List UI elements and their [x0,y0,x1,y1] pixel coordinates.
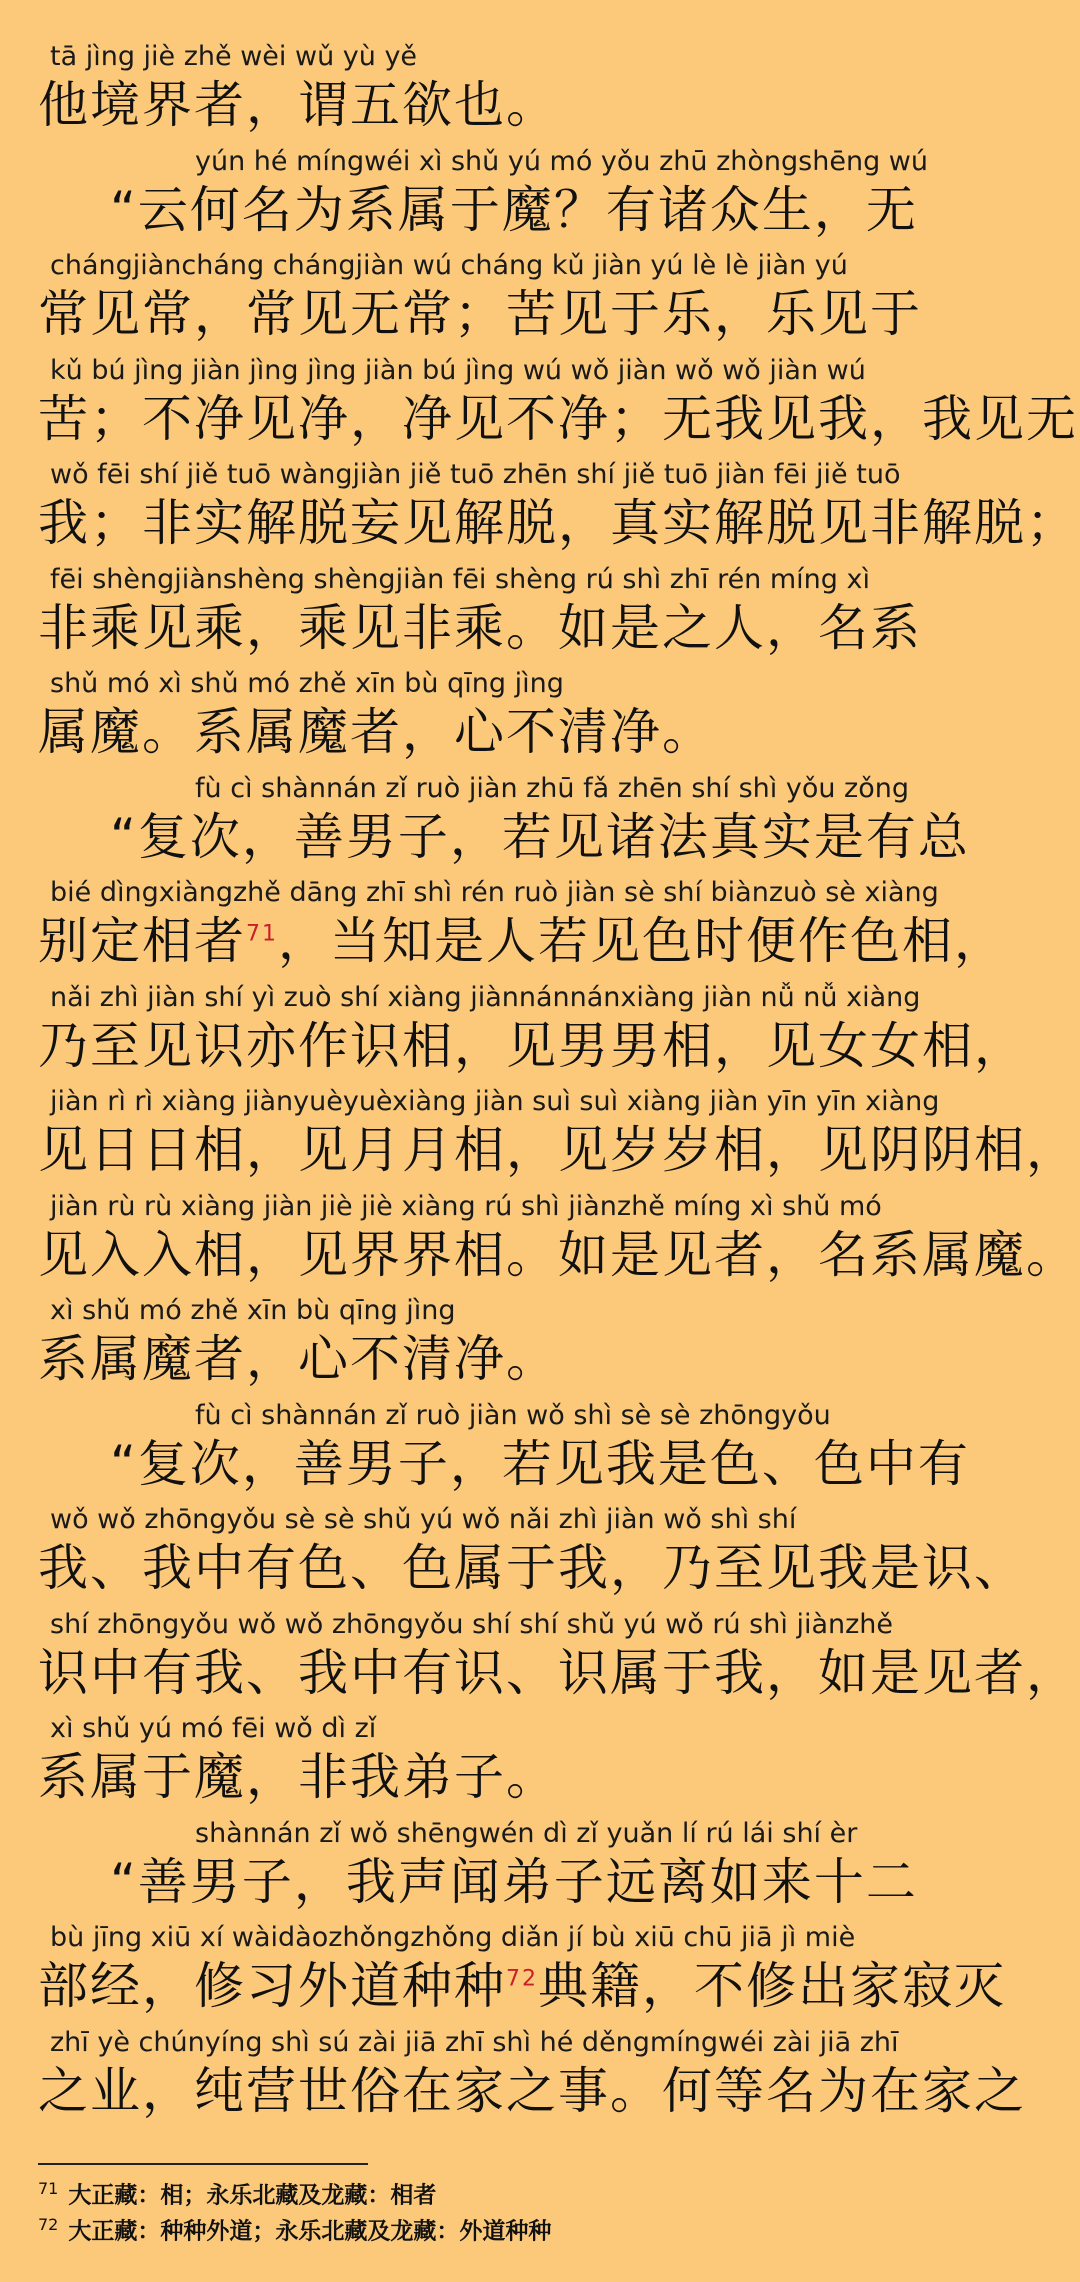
footnote-number: 72 [38,2215,59,2234]
pinyin-line: yún hé míngwéi xì shǔ yú mó yǒu zhū zhòngshēng wú [195,145,928,177]
pinyin-line: xì shǔ mó zhě xīn bù qīng jìng [50,1295,456,1326]
pinyin-line: shànnán zǐ wǒ shēngwén dì zǐ yuǎn lí rú lái shí èr [195,1817,858,1849]
hanzi-line: 我、我中有色、色属于我，乃至见我是识、 [38,1539,1026,1597]
footnote-divider [38,2163,368,2165]
hanzi-line: 我；非实解脱妄见解脱，真实解脱见非解脱； [38,494,1078,552]
pinyin-line: fù cì shànnán zǐ ruò jiàn zhū fǎ zhēn shí shì yǒu zǒng [195,772,909,804]
hanzi-line: 常见常，常见无常；苦见于乐，乐见于 [38,285,922,343]
hanzi-line: 系属魔者，心不清净。 [38,1330,558,1388]
footnote-number: 71 [38,2179,59,2198]
pinyin-line: wǒ fēi shí jiě tuō wàngjiàn jiě tuō zhēn shí jiě tuō jiàn fēi jiě tuō [50,459,901,490]
hanzi-line: “善男子，我声闻弟子远离如来十二 [110,1852,918,1911]
hanzi-line: 部经，修习外道种种$^{72}$典籍，不修出家寂灭 [38,1957,1006,2015]
pinyin-line: nǎi zhì jiàn shí yì zuò shí xiàng jiànnánnánxiàng jiàn nǚ nǚ xiàng [50,981,921,1013]
hanzi-line: “复次，善男子，若见我是色、色中有 [110,1434,970,1493]
hanzi-line: “云何名为系属于魔？有诸众生，无 [110,180,918,239]
footnote-71 [38,2172,436,2213]
hanzi-line: 别定相者$^{71}$，当知是人若见色时便作色相， [38,912,1006,970]
pinyin-line: bié dìngxiàngzhě dāng zhī shì rén ruò jiàn sè shí biànzuò sè xiàng [50,877,939,908]
footnote-72 [38,2208,551,2249]
footnote-text: 大正藏：种种外道；永乐北藏及龙藏：外道种种 [68,2218,552,2245]
hanzi-line: 见日日相，见月月相，见岁岁相，见阴阴相， [38,1121,1078,1179]
pinyin-line: kǔ bú jìng jiàn jìng jìng jiàn bú jìng wú wǒ jiàn wǒ wǒ jiàn wú [50,354,866,386]
hanzi-line: 属魔。系属魔者，心不清净。 [38,703,714,761]
hanzi-line: 乃至见识亦作识相，见男男相，见女女相， [38,1016,1026,1075]
pinyin-line: tā jìng jiè zhě wèi wǔ yù yě [50,41,418,72]
footnote-text: 大正藏：相；永乐北藏及龙藏：相者 [68,2182,437,2209]
pinyin-line: shǔ mó xì shǔ mó zhě xīn bù qīng jìng [50,668,564,699]
pinyin-line: xì shǔ yú mó fēi wǒ dì zǐ [50,1713,377,1744]
pinyin-line: wǒ wǒ zhōngyǒu sè sè shǔ yú wǒ nǎi zhì jiàn wǒ shì shí [50,1504,797,1535]
hanzi-line: 见入入相，见界界相。如是见者，名系属魔。 [38,1225,1078,1284]
pinyin-line: bù jīng xiū xí wàidàozhǒngzhǒng diǎn jí bù xiū chū jiā jì miè [50,1922,856,1953]
hanzi-line: 苦；不净见净，净见不净；无我见我，我见无 [38,389,1078,448]
pinyin-line: jiàn rù rù xiàng jiàn jiè jiè xiàng rú shì jiànzhě míng xì shǔ mó [50,1190,882,1222]
pinyin-line: zhī yè chúnyíng shì sú zài jiā zhī shì hé děngmíngwéi zài jiā zhī [50,2026,899,2058]
pinyin-line: shí zhōngyǒu wǒ wǒ zhōngyǒu shí shí shǔ yú wǒ rú shì jiànzhě [50,1608,893,1640]
footnote-marker[interactable]: 71 [246,921,278,947]
pinyin-line: fēi shèngjiànshèng shèngjiàn fēi shèng rú shì zhī rén míng xì [50,563,870,595]
hanzi-line: 他境界者，谓五欲也。 [38,76,558,134]
hanzi-line: 系属于魔，非我弟子。 [38,1748,558,1806]
hanzi-line: “复次，善男子，若见诸法真实是有总 [110,807,970,866]
hanzi-line: 识中有我、我中有识、识属于我，如是见者， [38,1643,1078,1702]
pinyin-line: jiàn rì rì xiàng jiànyuèyuèxiàng jiàn suì suì xiàng jiàn yīn yīn xiàng [50,1086,940,1117]
footnote-marker[interactable]: 72 [506,1966,538,1992]
hanzi-line: 非乘见乘，乘见非乘。如是之人，名系 [38,598,922,657]
pinyin-line: fù cì shànnán zǐ ruò jiàn wǒ shì sè sè zhōngyǒu [195,1399,831,1431]
pinyin-line: chángjiàncháng chángjiàn wú cháng kǔ jiàn yú lè lè jiàn yú [50,250,848,281]
hanzi-line: 之业，纯营世俗在家之事。何等名为在家之 [38,2061,1026,2120]
